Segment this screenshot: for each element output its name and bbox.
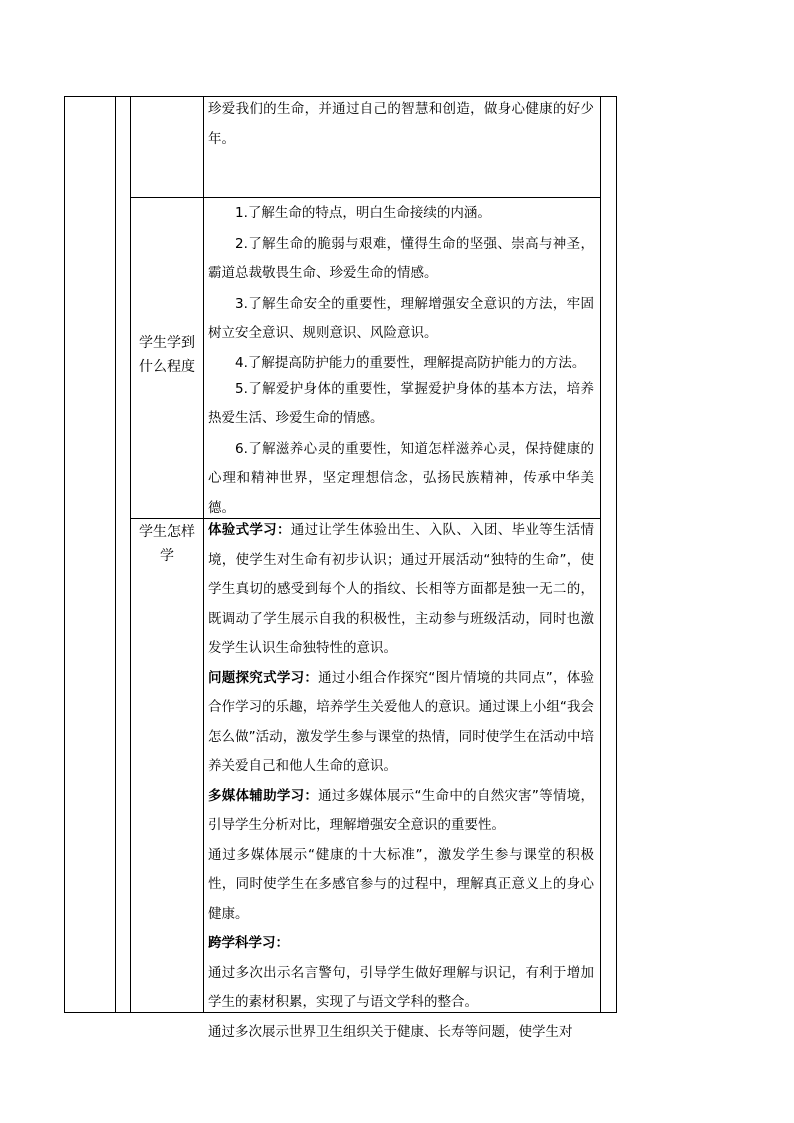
column-divider-4 [600, 96, 601, 1013]
degree-label-line1: 学生学到 [139, 335, 195, 351]
degree-item-3: 3.了解生命安全的重要性，理解增强安全意识的方法，牢固树立安全意识、规则意识、风险意识。 [208, 295, 594, 341]
intro-text: 珍爱我们的生命，并通过自己的智慧和创造，做身心健康的好少年。 [208, 101, 594, 147]
how-inquiry-body: 通过小组合作探究“图片情境的共同点”，体验合作学习的乐趣，培养学生关爱他人的意识。通过课上小组“我会怎么做”活动，激发学生参与课堂的热情，同时使学生在活动中培养关爱自己和他人生命的意识。 [208, 669, 595, 774]
how-paragraph-who: 通过多次展示世界卫生组织关于健康、长寿等问题，使学生对 [208, 1023, 573, 1040]
how-content [208, 516, 594, 1047]
how-paragraph-multimedia [208, 782, 594, 841]
degree-item-4: 4.了解提高防护能力的重要性，理解提高防护能力的方法。 [235, 354, 586, 371]
degree-label-line2: 什么程度 [139, 359, 195, 375]
how-inquiry-title: 问题探究式学习： [208, 669, 319, 686]
degree-content [208, 199, 594, 523]
how-interdisciplinary-title: 跨学科学习： [208, 935, 289, 951]
how-paragraph-quotes: 通过多次出示名言警句，引导学生做好理解与识记，有利于增加学生的素材积累，实现了与语文学科的整合。 [208, 964, 594, 1010]
degree-item-1: 1.了解生命的特点，明白生命接续的内涵。 [235, 205, 491, 221]
column-divider-3 [203, 96, 204, 1013]
degree-item-2: 2.了解生命的脆弱与艰难，懂得生命的坚强、崇高与神圣，霸道总裁敬畏生命、珍爱生命的情感。 [208, 235, 594, 281]
how-label [131, 520, 203, 568]
degree-item-6: 6.了解滋养心灵的重要性，知道怎样滋养心灵，保持健康的心理和精神世界，坚定理想信念，弘扬民族精神，传承中华美德。 [208, 440, 594, 516]
column-divider-1 [115, 96, 116, 1013]
table-left-border [64, 96, 65, 1013]
how-multimedia-body: 通过多媒体展示“生命中的自然灾害”等情境，引导学生分析对比，理解增强安全意识的重要性。 [208, 787, 595, 833]
how-label-line1: 学生怎样 [139, 524, 195, 540]
degree-item-5: 5.了解爱护身体的重要性，掌握爱护身体的基本方法，培养热爱生活、珍爱生命的情感。 [208, 380, 594, 426]
row-divider-1 [130, 197, 600, 198]
table-right-border [616, 96, 617, 1013]
intro-cell [208, 95, 594, 154]
how-paragraph-health-standard: 通过多媒体展示“健康的十大标准”，激发学生参与课堂的积极性，同时使学生在多感官参与的过程中，理解真正意义上的身心健康。 [208, 846, 594, 922]
degree-label [131, 331, 203, 379]
how-label-line2: 学 [160, 548, 174, 564]
how-paragraph-inquiry [208, 664, 594, 782]
how-experience-title: 体验式学习： [208, 522, 291, 538]
how-paragraph-experience [208, 516, 594, 664]
how-multimedia-title: 多媒体辅助学习： [208, 787, 319, 804]
how-experience-body: 通过让学生体验出生、入队、入团、毕业等生活情境，使学生对生命有初步认识；通过开展活动“独特的生命”，使学生真切的感受到每个人的指纹、长相等方面都是独一无二的，既调动了学生展示自我的积极性，主动参与班级活动，同时也激发学生认识生命独特性的意识。 [208, 522, 595, 656]
